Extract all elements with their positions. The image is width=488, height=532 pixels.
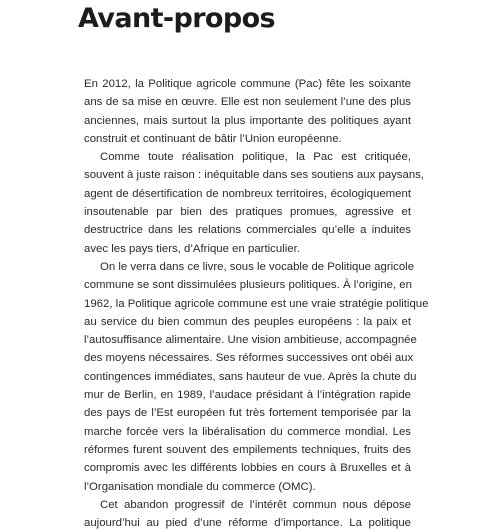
paragraph [84, 258, 429, 496]
text-line: ans de sa mise en œuvre. Elle est non seulement l’une des plus [84, 96, 411, 109]
paragraph [84, 148, 425, 258]
text-line: construit et continuant de bâtir l’Union européenne. [84, 132, 342, 145]
text-line: au service du bien commun des peuples européens : la paix et [84, 315, 411, 328]
text-line: On le verra dans ce livre, sous le vocable de Politique agricole [100, 260, 415, 273]
page-title: Avant-propos [78, 3, 276, 34]
text-line: 1962, la Politique agricole commune est une vraie stratégie politique [84, 297, 429, 310]
text-line: insoutenable par bien des pratiques promues, agressive et [84, 206, 411, 219]
text-line: anciennes, mais surtout la plus importante des politiques ayant [84, 114, 411, 127]
text-line: En 2012, la Politique agricole commune (Pac) fête les soixante [84, 78, 411, 90]
text-line: Cet abandon progressif de l’intérêt commun nous dépose [100, 498, 411, 511]
text-line: marche forcée vers la libéralisation du commerce mondial. Les [84, 425, 411, 438]
text-line: l’Organisation mondiale du commerce (OMC). [84, 480, 316, 493]
text-line: réformes furent souvent des empilements techniques, fruits des [84, 443, 411, 456]
text-line: compromis avec les différents lobbies en cours à Bruxelles et à [84, 462, 411, 475]
text-line: souvent à juste raison : inéquitable dans ses soutiens aux paysans, [84, 169, 425, 182]
text-line: contingences immédiates, sans hauteur de vue. Après la chute du [84, 370, 417, 383]
text-line: l’autosuffisance alimentaire. Une vision ambitieuse, accompagnée [84, 334, 417, 347]
text-line: agent de désertification de nombreux territoires, écologiquement [84, 187, 411, 200]
text-line: aujourd’hui au pied d’une réforme d’importance. La politique [84, 517, 411, 530]
text-line: Comme toute réalisation politique, la Pac est critiquée, [100, 151, 411, 164]
paragraph [84, 496, 411, 532]
body-text [84, 75, 429, 532]
text-line: des pays de l’Est européen fut très fortement temporisée par la [84, 407, 411, 420]
text-line: commune se sont dissimulées plusieurs politiques. À l’origine, en [84, 279, 412, 292]
paragraph [84, 75, 411, 148]
text-line: avec les pays tiers, d’Afrique en particulier. [84, 242, 300, 255]
text-line: des moyens nécessaires. Ses réformes successives ont obéi aux [84, 352, 414, 365]
text-line: destructrice dans les relations commerciales qu’elle a induites [84, 224, 411, 237]
text-line: mur de Berlin, en 1989, l’audace présidant à l’intégration rapide [84, 389, 411, 402]
